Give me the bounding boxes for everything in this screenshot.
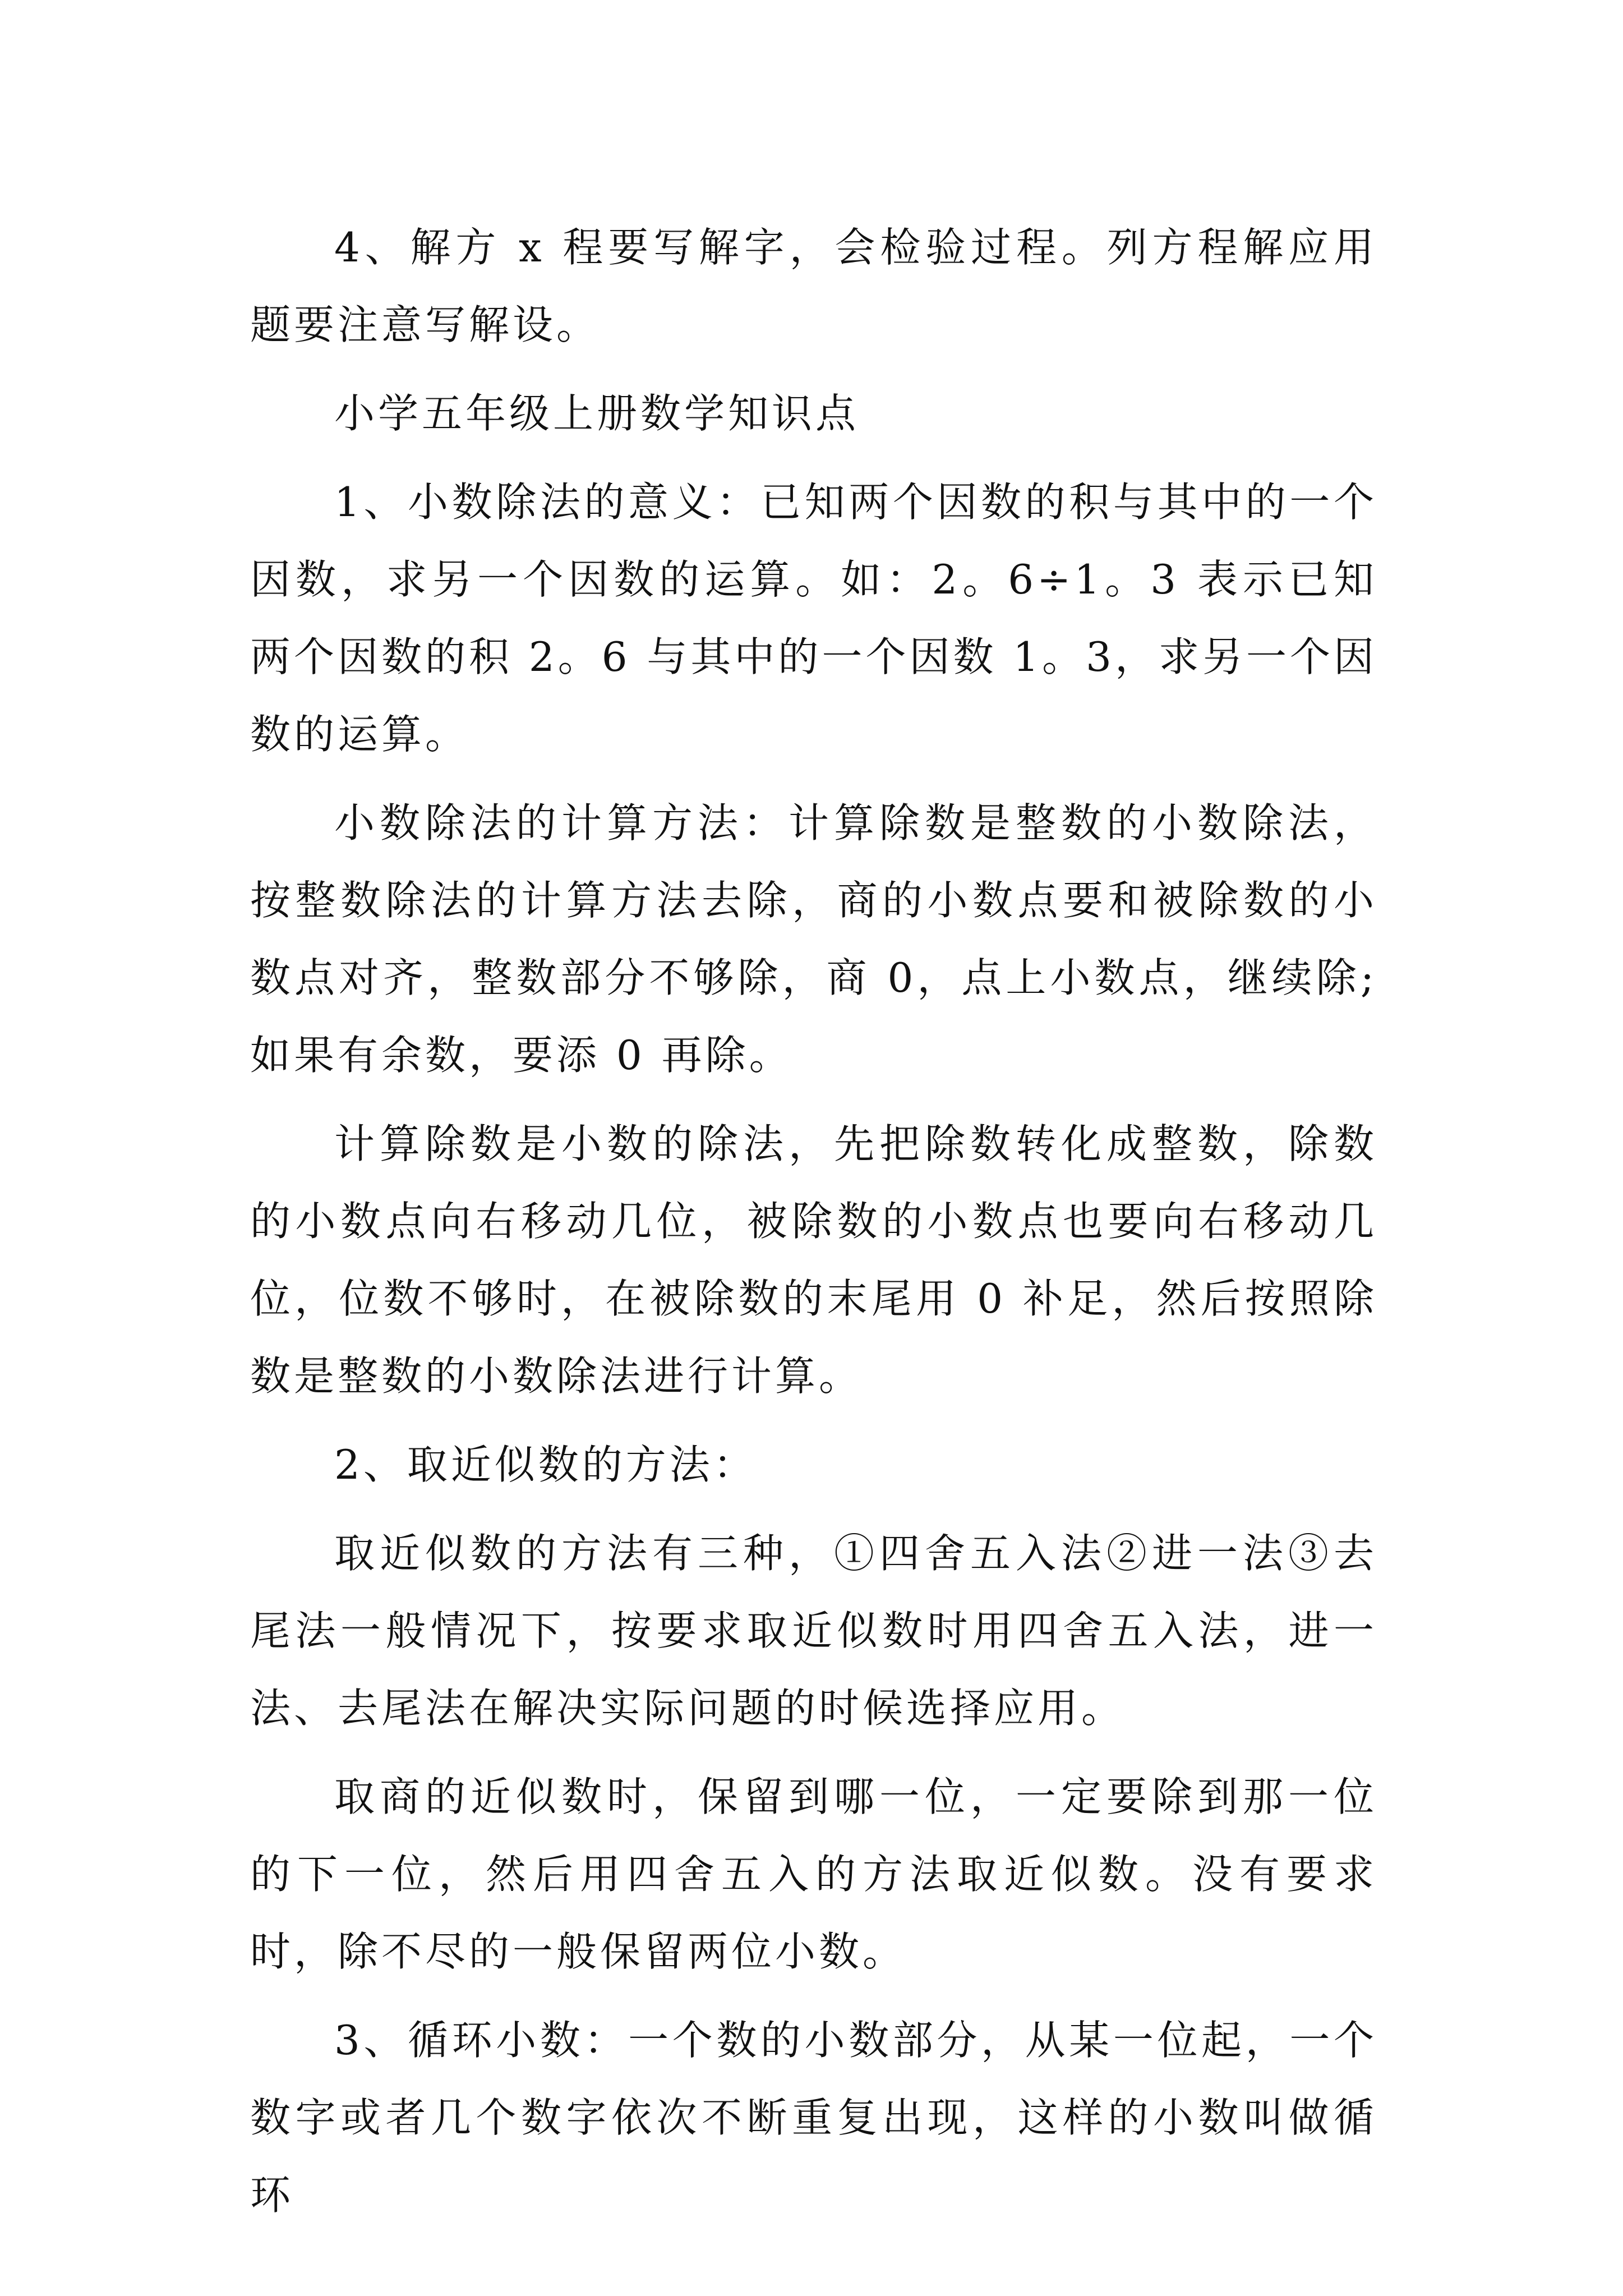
paragraph-quotient-approximation: 取商的近似数时，保留到哪一位，一定要除到那一位的下一位，然后用四舍五入的方法取近似数。没有要求时，除不尽的一般保留两位小数。: [250, 1773, 1377, 1975]
paragraph-repeating-decimal: 3、循环小数：一个数的小数部分，从某一位起，一个数字或者几个数字依次不断重复出现，这样的小数叫做循环: [250, 2017, 1377, 2219]
paragraph-decimal-divisor-method: 计算除数是小数的除法，先把除数转化成整数，除数的小数点向右移动几位，被除数的小数点也要向右移动几位，位数不够时，在被除数的末尾用 0 补足，然后按照除数是整数的小数除法进行计算。: [250, 1120, 1377, 1400]
paragraph-decimal-division-meaning: 1、小数除法的意义：已知两个因数的积与其中的一个因数，求另一个因数的运算。如：2。6÷1。3 表示已知两个因数的积 2。6 与其中的一个因数 1。3，求另一个因数的运算。: [250, 478, 1377, 758]
paragraph-approximation-methods: 取近似数的方法有三种，①四舍五入法②进一法③去尾法一般情况下，按要求取近似数时用四舍五入法，进一法、去尾法在解决实际问题的时候选择应用。: [250, 1530, 1377, 1732]
paragraph-solve-equation-tip: 4、解方 x 程要写解字，会检验过程。列方程解应用题要注意写解设。: [250, 224, 1377, 348]
paragraph-decimal-division-method: 小数除法的计算方法：计算除数是整数的小数除法，按整数除法的计算方法去除，商的小数点要和被除数的小数点对齐，整数部分不够除，商 0，点上小数点，继续除;如果有余数，要添 0 再除。: [250, 799, 1377, 1079]
paragraph-approximation-heading: 2、取近似数的方法：: [334, 1441, 757, 1488]
section-heading: 小学五年级上册数学知识点: [334, 390, 860, 437]
document-body: [250, 209, 1377, 2234]
